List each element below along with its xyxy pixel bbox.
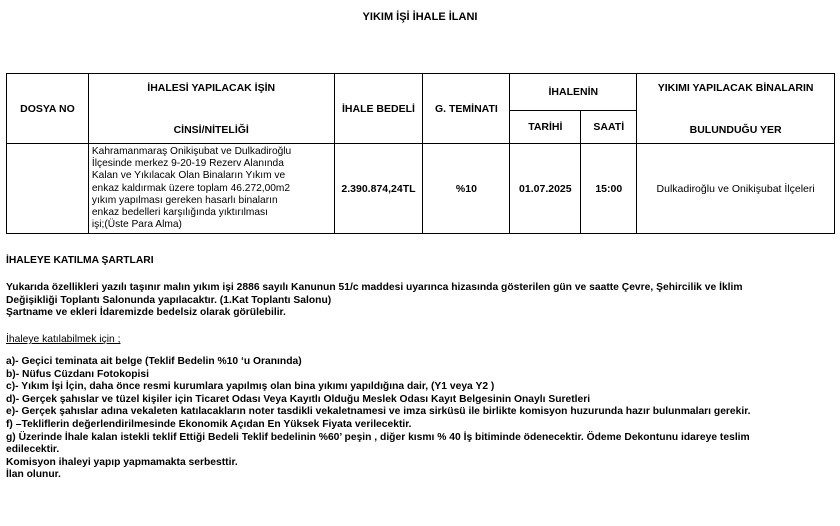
intro-line: Yukarıda özellikleri yazılı taşınır malın yıkım işi 2886 sayılı Kanunun 51/c maddesi uyarınca hizasında gösterilen gün ve saatte Çevre, Şehircilik ve İklim	[6, 282, 743, 293]
header-saati: SAATİ	[581, 111, 637, 144]
header-ihale-bedeli: İHALE BEDELİ	[334, 74, 423, 144]
header-teminat: G. TEMİNATI	[423, 74, 510, 144]
cell-dosya-no	[7, 144, 89, 234]
condition-item: c)- Yıkım İşi İçin, daha önce resmi kurumlara yapılmış olan bina yıkımı yapıldığına dair, (Y1 veya Y2 )	[6, 381, 495, 393]
intro-line: Değişikliği Toplantı Salonunda yapılacaktır. (1.Kat Toplantı Salonu)	[6, 294, 332, 306]
description-line: yıkım yapılması gereken hasarlı binaların	[91, 194, 278, 206]
description-line: enkaz bedelleri karşılığında yıktırılması	[91, 207, 268, 219]
header-is-cinsi-line1: İHALESİ YAPILACAK İŞİN	[147, 81, 276, 94]
description-line: enkaz kaldırmak üzere toplam 46.272,00m2	[91, 182, 291, 194]
condition-item: a)- Geçici teminata ait belge (Teklif Bedelin %10 ‘u Oranında)	[6, 356, 302, 367]
condition-item: e)- Gerçek şahıslar adına vekaleten katılacakların noter tasdikli vekaletnamesi ve imza sirküsü ile birlikte komisyon huzurunda hazır bulunmaları gerekir.	[6, 406, 751, 418]
conditions-heading: İHALEYE KATILMA ŞARTLARI	[6, 255, 154, 266]
description-line: Kalan ve Yıkılacak Olan Binaların Yıkım ve	[91, 170, 286, 182]
closing-line: Komisyon ihaleyi yapıp yapmamakta serbesttir.	[6, 456, 238, 468]
header-bina-yeri	[637, 74, 835, 144]
cell-description	[88, 144, 334, 234]
closing-line: İlan olunur.	[6, 469, 61, 481]
conditions-intro	[6, 282, 743, 320]
conditions-list	[6, 356, 751, 482]
condition-item: g) Üzerinde İhale kalan istekli teklif Ettiği Bedeli Teklif bedelinin %60’ peşin , diğer kısmı % 40 İş bitiminde ödenecektir. Ödeme Dekontunu idareye teslim	[6, 431, 750, 443]
description-line: işi;(Üste Para Alma)	[91, 219, 182, 231]
intro-line: Şartname ve ekleri İdaremizde bedelsiz olarak görülebilir.	[6, 307, 286, 319]
header-is-cinsi-line2: CİNSİ/NİTELİĞİ	[173, 123, 249, 136]
header-is-cinsi	[88, 74, 334, 144]
conditions-subheading: İhaleye katılabilmek için ;	[6, 334, 121, 345]
page-title: YIKIM İŞİ İHALE İLANI	[362, 11, 478, 23]
description-line: İlçesinde merkez 9-20-19 Rezerv Alanında	[91, 158, 284, 170]
header-ihalenin: İHALENİN	[510, 74, 637, 111]
condition-item: f) –Tekliflerin değerlendirilmesinde Ekonomik Açıdan En Yüksek Fiyata verilecektir.	[6, 418, 412, 430]
header-tarihi: TARİHİ	[510, 111, 581, 144]
table-header-row	[7, 74, 835, 111]
condition-item: edilecektir.	[6, 444, 60, 456]
cell-tarih: 01.07.2025	[510, 144, 581, 234]
table-row	[7, 144, 835, 234]
header-bina-yeri-line2: BULUNDUĞU YER	[689, 123, 782, 136]
condition-item: d)- Gerçek şahıslar ve tüzel kişiler için Ticaret Odası Veya Kayıtlı Olduğu Meslek Odası Kayıt Belgesinin Onaylı Suretleri	[6, 393, 591, 405]
description-line: Kahramanmaraş Onikişubat ve Dulkadiroğlu	[91, 146, 292, 157]
header-bina-yeri-line1: YIKIMI YAPILACAK BİNALARIN	[657, 81, 814, 94]
cell-teminat: %10	[423, 144, 510, 234]
tender-table	[6, 73, 835, 234]
cell-ihale-bedeli: 2.390.874,24TL	[334, 144, 423, 234]
condition-item: b)- Nüfus Cüzdanı Fotokopisi	[6, 368, 149, 380]
cell-saat: 15:00	[581, 144, 637, 234]
header-dosya-no: DOSYA NO	[7, 74, 89, 144]
cell-yer: Dulkadiroğlu ve Onikişubat İlçeleri	[637, 144, 835, 234]
conditions-subheading-wrap	[6, 334, 120, 347]
